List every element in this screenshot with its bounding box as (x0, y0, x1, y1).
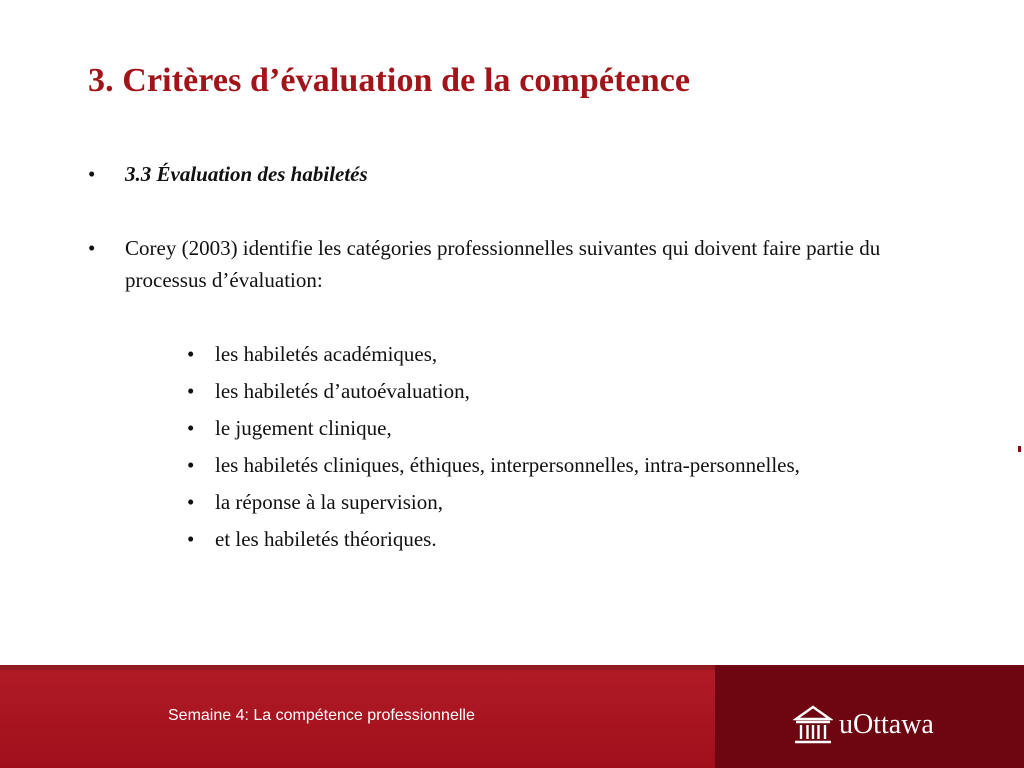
bullet-dot: • (187, 527, 195, 551)
list-item (187, 339, 977, 376)
categories-list (187, 339, 977, 561)
bullet-section-heading (88, 158, 948, 192)
bullet-intro (88, 232, 948, 298)
footer-caption: Semaine 4: La compétence professionnelle (168, 707, 475, 724)
bullet-dot: • (187, 342, 195, 366)
edge-marker (1018, 446, 1021, 452)
intro-text: Corey (2003) identifie les catégories professionnelles suivantes qui doivent faire partie du processus d’évaluation: (125, 236, 881, 292)
list-item (187, 487, 977, 524)
list-item-text: et les habiletés théoriques. (215, 527, 437, 551)
bullet-dot: • (88, 236, 96, 260)
list-item-text: les habiletés académiques, (215, 342, 438, 366)
slide-title: 3. Critères d’évaluation de la compétence (88, 62, 691, 99)
list-item-text: les habiletés cliniques, éthiques, interpersonnelles, intra-personnelles, (215, 453, 800, 477)
list-item (187, 376, 977, 413)
list-item-text: les habiletés d’autoévaluation, (215, 379, 470, 403)
logo-block (715, 665, 1024, 768)
list-item-text: la réponse à la supervision, (215, 490, 444, 514)
bullet-dot: • (187, 379, 195, 403)
bullet-dot: • (187, 490, 195, 514)
bullet-dot: • (187, 416, 195, 440)
list-item (187, 413, 977, 450)
list-item (187, 524, 977, 561)
section-heading-text: 3.3 Évaluation des habiletés (125, 162, 368, 186)
footer-band (0, 665, 1024, 768)
list-item-text: le jugement clinique, (215, 416, 392, 440)
building-icon (793, 703, 833, 747)
logo-text: uOttawa (839, 709, 934, 740)
list-item (187, 450, 977, 487)
bullet-dot: • (187, 453, 195, 477)
bullet-dot: • (88, 162, 96, 186)
